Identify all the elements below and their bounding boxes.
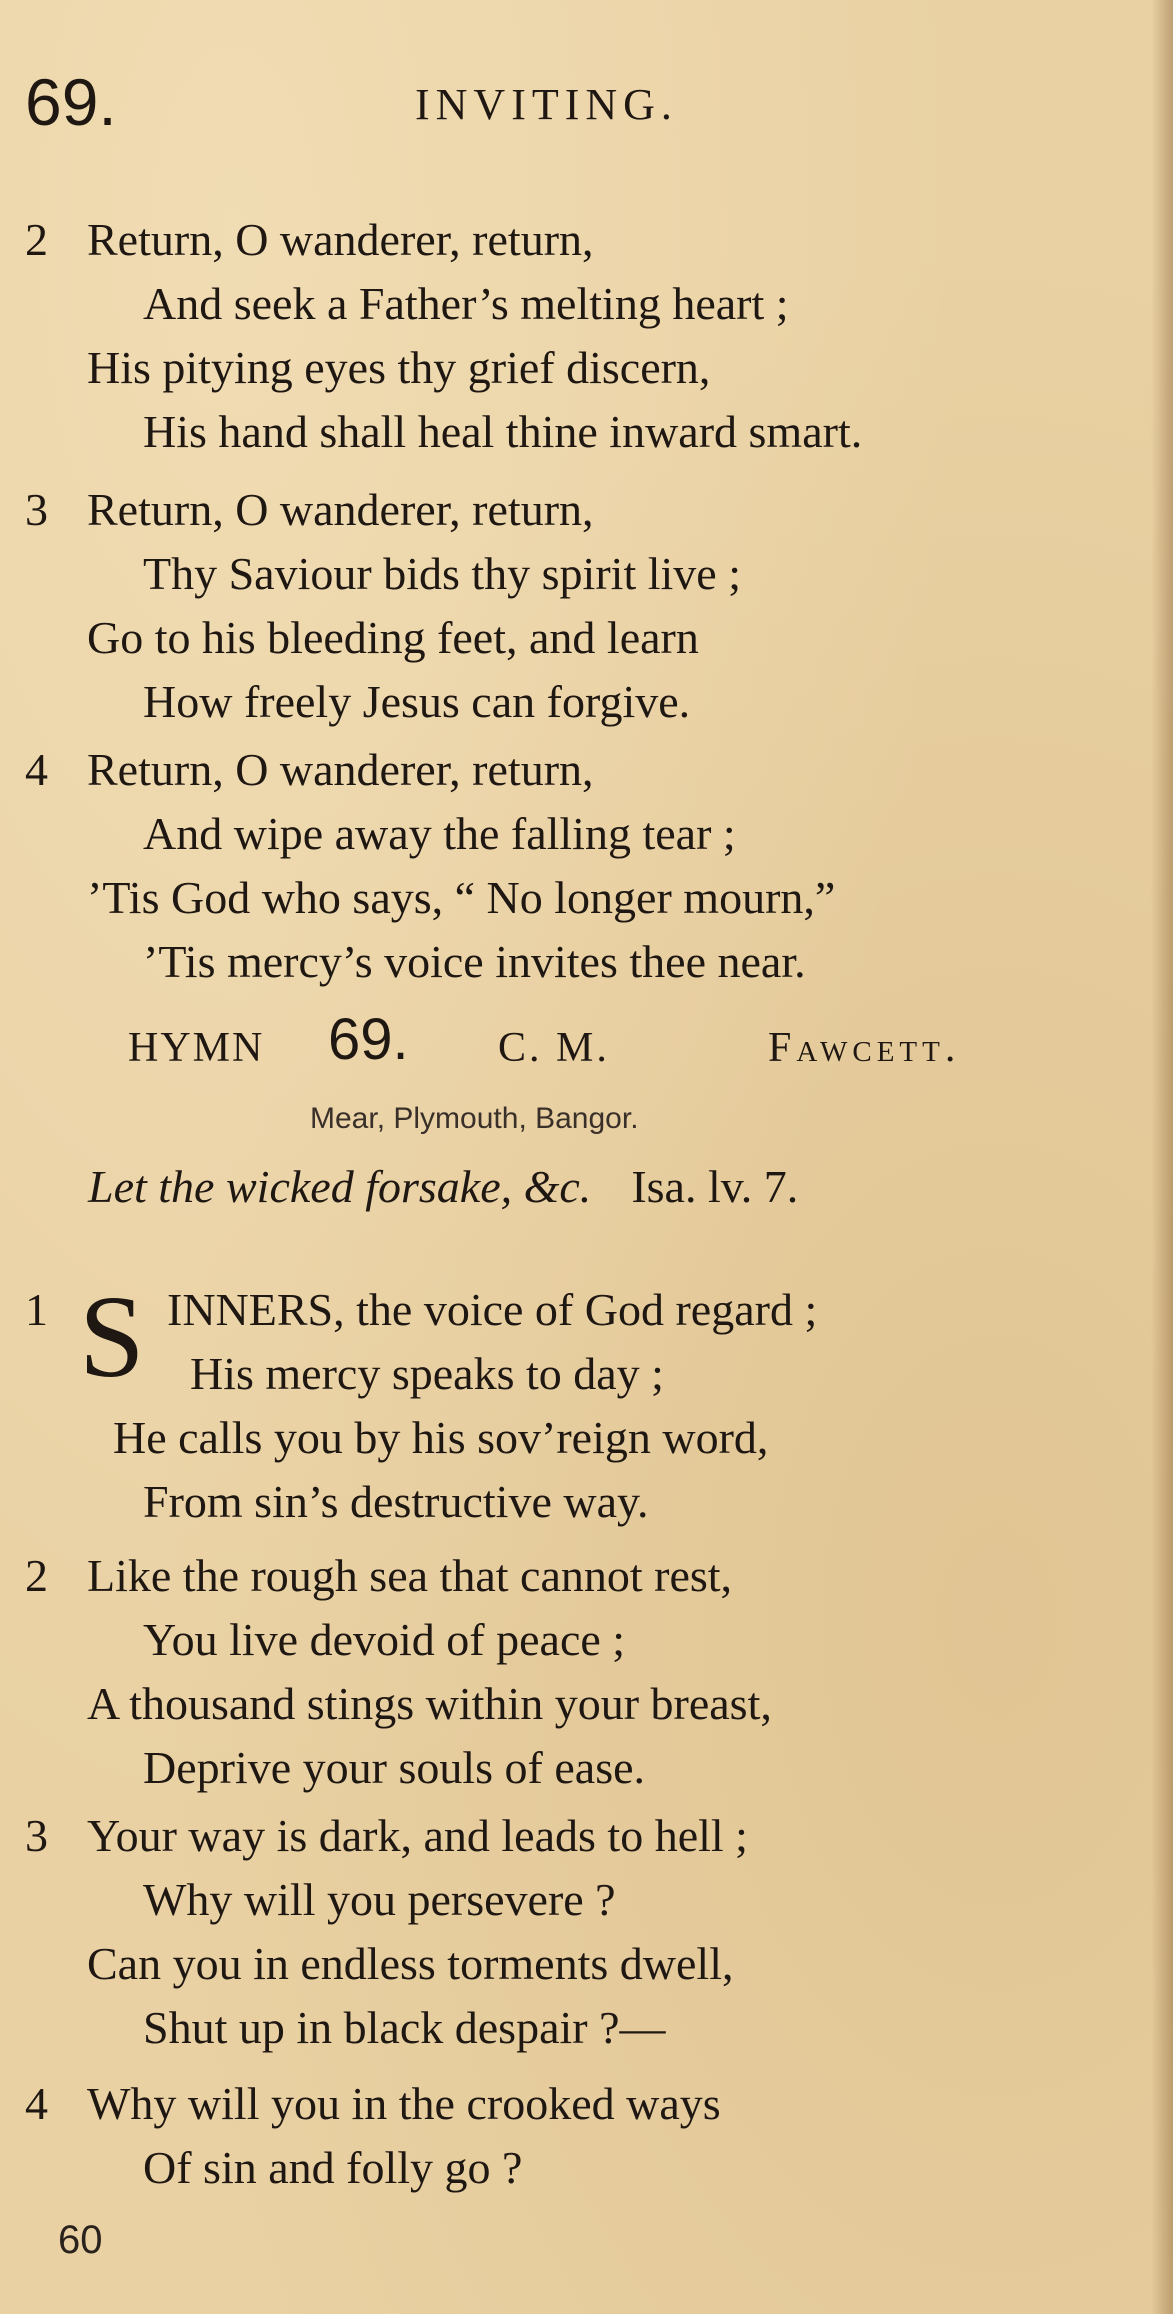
verse-line: Why will you in the crooked ways [87,2078,721,2129]
signature-mark: 60 [58,2218,103,2262]
verse-line: Return, O wanderer, return, [87,484,594,535]
tune-name: , Plymouth [377,1102,519,1135]
stanza-number: 3 [25,1810,48,1861]
verse-line: Return, O wanderer, return, [87,744,594,795]
stanza-number: 4 [25,2078,48,2129]
verse-line: Can you in endless torments dwell, [87,1938,734,1989]
stanza-number: 2 [25,1550,48,1601]
hymn-number: 69. [328,1007,409,1072]
verse-line: You live devoid of peace ; [143,1614,626,1665]
verse-line: Your way is dark, and leads to hell ; [87,1810,748,1861]
tune-name: , Bangor. [518,1102,638,1135]
stanza-number: 4 [25,744,48,795]
page-edge-shadow [1151,0,1173,2314]
previous-hymn-stanza [25,478,1155,734]
verse-line: A thousand stings within your breast, [87,1678,772,1729]
scripture-reference [88,1160,798,1213]
hymn-stanza [25,1271,1155,1534]
previous-hymn-stanza [25,738,1155,994]
verse-line: From sin’s destructive way. [143,1476,649,1527]
verse-line: Return, O wanderer, return, [87,214,594,265]
verse-line: How freely Jesus can forgive. [143,676,691,727]
drop-cap: S [79,1271,145,1402]
stanza-number: 1 [25,1284,48,1335]
verse-line: And wipe away the falling tear ; [143,808,736,859]
tune-names [310,1102,639,1136]
hymn-author: Fawcett. [768,1025,961,1071]
stanza-number: 2 [25,214,48,265]
page-header [25,62,1145,142]
verse-line: Deprive your souls of ease. [143,1742,646,1793]
verse-line: ’Tis God who says, “ No longer mourn,” [87,872,836,923]
verse-line: Why will you persevere ? [143,1874,616,1925]
verse-line: Of sin and folly go ? [143,2142,523,2193]
verse-line: Thy Saviour bids thy spirit live ; [143,548,741,599]
verse-line: Like the rough sea that cannot rest, [87,1550,733,1601]
hymn-stanza [25,2072,1155,2200]
verse-line: Go to his bleeding feet, and learn [87,612,699,663]
tune-name: Mear [310,1102,377,1135]
running-title: INVITING. [415,80,678,129]
page-number: 69. [25,65,117,139]
previous-hymn-stanza [25,208,1155,464]
verse-line: INNERS, the voice of God regard ; [167,1284,818,1335]
hymn-motto: Let the wicked forsake, &c. [88,1161,592,1212]
verse-line: His hand shall heal thine inward smart. [143,406,863,457]
hymn-stanza [25,1544,1155,1800]
verse-line: He calls you by his sov’reign word, [113,1412,769,1463]
verse-line: His mercy speaks to day ; [190,1348,664,1399]
scripture-citation: Isa. lv. 7. [631,1161,799,1212]
hymn-meter: C. M. [498,1025,610,1071]
hymn-heading [128,1006,1128,1086]
hymn-stanza [25,1804,1155,2060]
stanza-number: 3 [25,484,48,535]
verse-line: Shut up in black despair ?— [143,2002,666,2053]
verse-line: And seek a Father’s melting heart ; [143,278,789,329]
verse-line: ’Tis mercy’s voice invites thee near. [143,936,806,987]
hymn-label: HYMN [128,1025,265,1071]
verse-line: His pitying eyes thy grief discern, [87,342,711,393]
